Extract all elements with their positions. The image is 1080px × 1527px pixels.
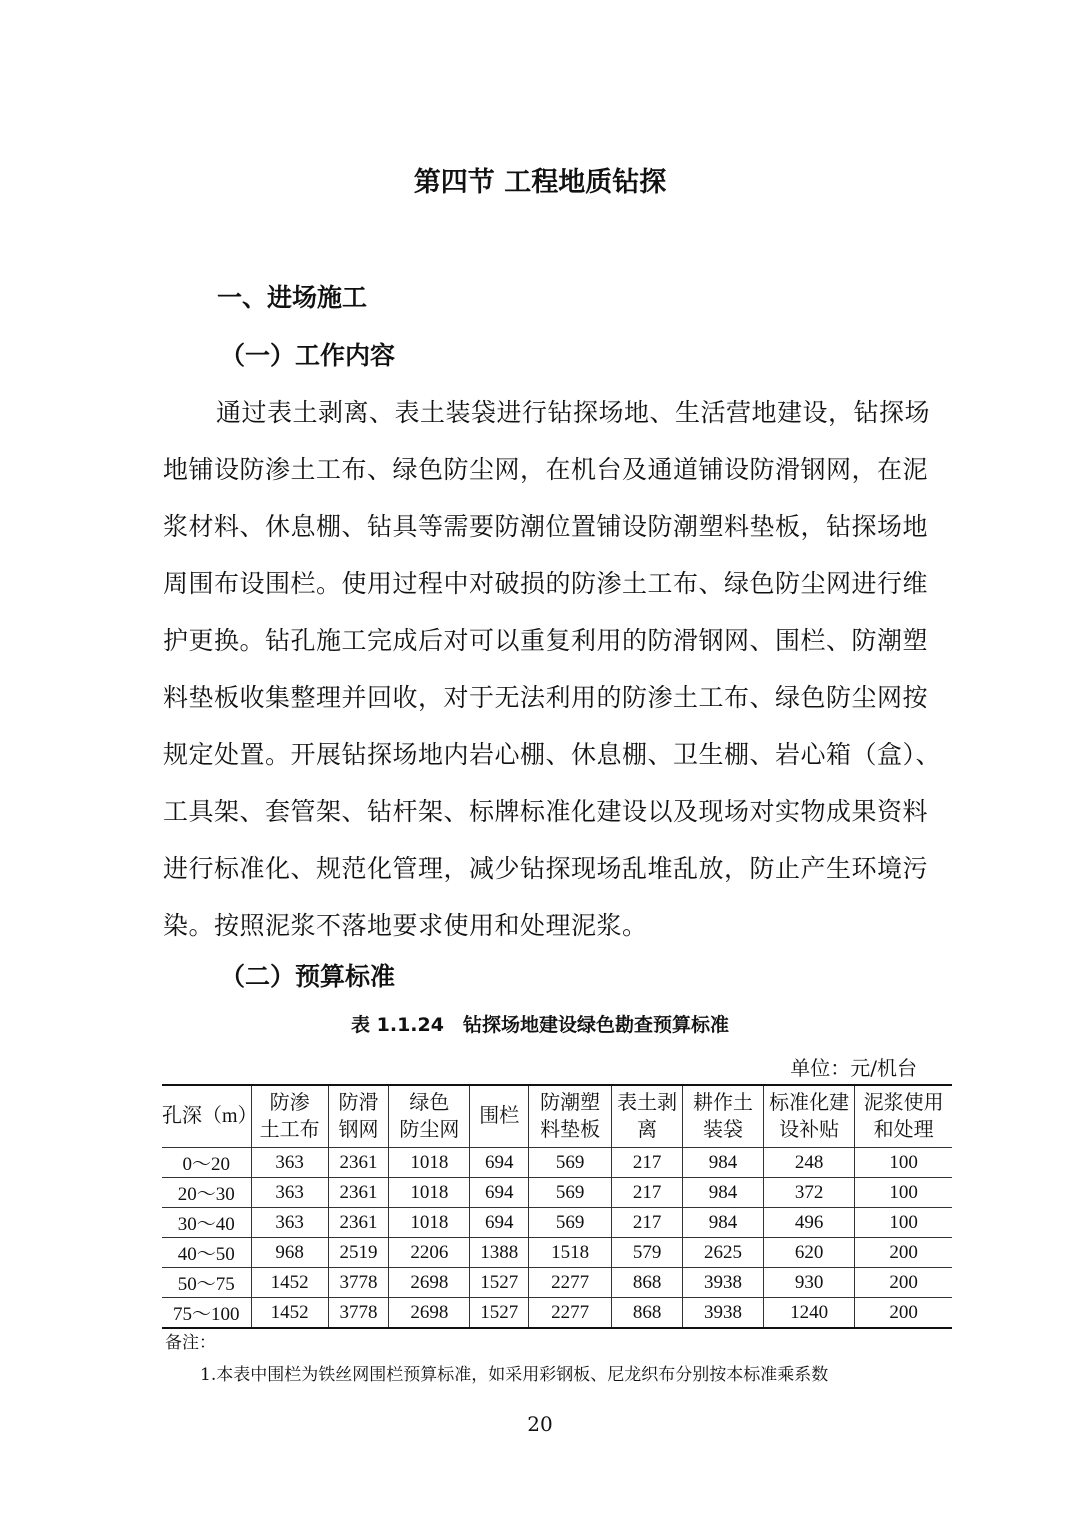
table-cell: 372 <box>764 1178 855 1208</box>
table-cell: 2361 <box>328 1148 389 1178</box>
table-cell: 2277 <box>529 1268 612 1298</box>
table-cell: 1018 <box>389 1148 470 1178</box>
table-cell: 930 <box>764 1268 855 1298</box>
table-cell: 2361 <box>328 1208 389 1238</box>
paragraph-line: 料垫板收集整理并回收，对于无法利用的防渗土工布、绿色防尘网按 <box>163 683 929 712</box>
page-number: 20 <box>527 1412 553 1436</box>
section-title: 第四节 工程地质钻探 <box>413 167 667 198</box>
budget-table <box>162 1084 952 1329</box>
depth-range-cell: 50～75 <box>162 1268 251 1298</box>
table-cell: 2206 <box>389 1238 470 1268</box>
table-cell: 569 <box>529 1208 612 1238</box>
table-cell: 100 <box>855 1208 952 1238</box>
table-cell: 100 <box>855 1178 952 1208</box>
table-row <box>162 1208 952 1238</box>
table-cell: 579 <box>612 1238 683 1268</box>
depth-range-cell: 40～50 <box>162 1238 251 1268</box>
table-cell: 694 <box>470 1148 529 1178</box>
table-cell: 2361 <box>328 1178 389 1208</box>
paragraph-line: 工具架、套管架、钻杆架、标牌标准化建设以及现场对实物成果资料 <box>163 797 929 826</box>
table-row <box>162 1268 952 1298</box>
table-header-cell: 标准化建 设补贴 <box>764 1085 855 1148</box>
paragraph-line: 染。按照泥浆不落地要求使用和处理泥浆。 <box>163 911 648 940</box>
table-header-cell: 绿色 防尘网 <box>389 1085 470 1148</box>
table-header-cell: 耕作土 装袋 <box>683 1085 764 1148</box>
heading-budget-standard: （二）预算标准 <box>220 962 396 991</box>
table-cell: 984 <box>683 1178 764 1208</box>
table-cell: 1018 <box>389 1178 470 1208</box>
table-cell: 2625 <box>683 1238 764 1268</box>
table-header-cell: 孔深（m） <box>162 1085 251 1148</box>
table-cell: 3938 <box>683 1298 764 1329</box>
table-cell: 984 <box>683 1148 764 1178</box>
table-cell: 2698 <box>389 1268 470 1298</box>
table-header-cell: 防渗 土工布 <box>251 1085 328 1148</box>
depth-range-cell: 0～20 <box>162 1148 251 1178</box>
table-caption: 表 1.1.24 钻探场地建设绿色勘查预算标准 <box>351 1014 729 1036</box>
paragraph-line: 地铺设防渗土工布、绿色防尘网，在机台及通道铺设防滑钢网，在泥 <box>163 455 929 484</box>
table-cell: 868 <box>612 1268 683 1298</box>
table-cell: 2277 <box>529 1298 612 1329</box>
table-header-cell: 防潮塑 料垫板 <box>529 1085 612 1148</box>
table-header-cell: 围栏 <box>470 1085 529 1148</box>
table-cell: 984 <box>683 1208 764 1238</box>
paragraph-line: 周围布设围栏。使用过程中对破损的防渗土工布、绿色防尘网进行维 <box>163 569 929 598</box>
depth-range-cell: 30～40 <box>162 1208 251 1238</box>
table-cell: 217 <box>612 1178 683 1208</box>
table-header-row <box>162 1085 952 1148</box>
table-unit: 单位：元/机台 <box>790 1056 917 1080</box>
table-cell: 363 <box>251 1178 328 1208</box>
table-cell: 3778 <box>328 1268 389 1298</box>
table-cell: 1527 <box>470 1268 529 1298</box>
heading-work-content: （一）工作内容 <box>220 341 396 370</box>
table-cell: 1240 <box>764 1298 855 1329</box>
table-cell: 868 <box>612 1298 683 1329</box>
table-header-cell: 表土剥 离 <box>612 1085 683 1148</box>
table-cell: 1018 <box>389 1208 470 1238</box>
table-cell: 1527 <box>470 1298 529 1329</box>
table-cell: 200 <box>855 1298 952 1329</box>
table-cell: 2698 <box>389 1298 470 1329</box>
table-row <box>162 1148 952 1178</box>
table-cell: 694 <box>470 1208 529 1238</box>
paragraph-line: 通过表土剥离、表土装袋进行钻探场地、生活营地建设，钻探场 <box>216 398 931 427</box>
table-cell: 496 <box>764 1208 855 1238</box>
table-cell: 968 <box>251 1238 328 1268</box>
paragraph-line: 进行标准化、规范化管理，减少钻探现场乱堆乱放，防止产生环境污 <box>163 854 929 883</box>
heading-entry-construction: 一、进场施工 <box>217 283 368 312</box>
table-cell: 363 <box>251 1208 328 1238</box>
table-cell: 569 <box>529 1148 612 1178</box>
table-row <box>162 1298 952 1329</box>
paragraph-line: 规定处置。开展钻探场地内岩心棚、休息棚、卫生棚、岩心箱（盒）、 <box>163 740 942 769</box>
table-cell: 3938 <box>683 1268 764 1298</box>
table-cell: 217 <box>612 1148 683 1178</box>
table-cell: 248 <box>764 1148 855 1178</box>
table-cell: 2519 <box>328 1238 389 1268</box>
note-item: 1.本表中围栏为铁丝网围栏预算标准，如采用彩钢板、尼龙织布分别按本标准乘系数 <box>200 1365 829 1385</box>
table-cell: 620 <box>764 1238 855 1268</box>
table-cell: 694 <box>470 1178 529 1208</box>
table-cell: 200 <box>855 1238 952 1268</box>
table-header-cell: 防滑 钢网 <box>328 1085 389 1148</box>
table-cell: 363 <box>251 1148 328 1178</box>
table-cell: 1518 <box>529 1238 612 1268</box>
depth-range-cell: 20～30 <box>162 1178 251 1208</box>
notes-label: 备注： <box>165 1333 216 1353</box>
table-cell: 100 <box>855 1148 952 1178</box>
paragraph-line: 浆材料、休息棚、钻具等需要防潮位置铺设防潮塑料垫板，钻探场地 <box>163 512 929 541</box>
table-header-cell: 泥浆使用 和处理 <box>855 1085 952 1148</box>
table-row <box>162 1178 952 1208</box>
table-cell: 1452 <box>251 1268 328 1298</box>
table-row <box>162 1238 952 1268</box>
paragraph-line: 护更换。钻孔施工完成后对可以重复利用的防滑钢网、围栏、防潮塑 <box>163 626 929 655</box>
table-cell: 3778 <box>328 1298 389 1329</box>
table-cell: 569 <box>529 1178 612 1208</box>
table-cell: 217 <box>612 1208 683 1238</box>
table-cell: 1388 <box>470 1238 529 1268</box>
depth-range-cell: 75～100 <box>162 1298 251 1329</box>
table-cell: 1452 <box>251 1298 328 1329</box>
table-cell: 200 <box>855 1268 952 1298</box>
